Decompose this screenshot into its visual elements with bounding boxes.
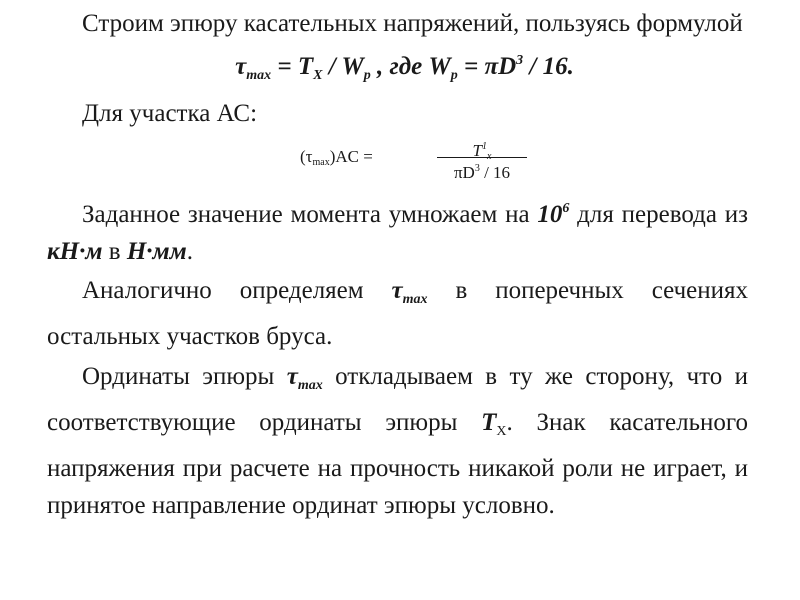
- formula-part: / W: [322, 53, 364, 80]
- intro-paragraph: [47, 0, 748, 42]
- tau-symbol: τ: [286, 363, 298, 390]
- paragraph-text: для перевода из: [569, 201, 749, 228]
- t-subscript: x: [487, 151, 492, 162]
- paragraph-text: Заданное значение момента умножаем на: [82, 201, 538, 228]
- similar-paragraph: [47, 272, 748, 355]
- formula-part: = T: [271, 53, 314, 80]
- formula-part: (τ: [300, 147, 313, 166]
- d-exponent: 3: [474, 163, 480, 174]
- formula-part: )AC =: [329, 147, 373, 166]
- main-formula: [47, 42, 748, 95]
- paragraph-text: откладываем в ту же сторону, что и соответствующие ординаты эпюры: [47, 363, 748, 436]
- formula-part: 10: [537, 201, 563, 228]
- torque-subscript: Х: [496, 424, 507, 439]
- t-superscript: 1: [482, 141, 487, 152]
- fraction-denominator: [433, 158, 531, 184]
- fraction-numerator: [433, 136, 531, 162]
- section-text: Для участка АС:: [82, 100, 258, 127]
- section-heading: [47, 95, 748, 132]
- formula-part: = πD: [457, 53, 517, 80]
- intro-text: Строим эпюру касательных напряжений, пользуясь формулой: [82, 10, 743, 37]
- d-exponent: 3: [516, 53, 524, 68]
- tau-symbol: τ: [235, 53, 247, 80]
- exponent: 6: [562, 201, 570, 216]
- tau-symbol: τ: [391, 277, 403, 304]
- formula-part: / 16.: [523, 53, 574, 80]
- tau-subscript: max: [402, 292, 428, 307]
- tau-subscript: max: [246, 68, 272, 83]
- paragraph-text: в: [102, 238, 127, 265]
- tau-max: [391, 277, 428, 307]
- tau-subscript: max: [297, 378, 323, 393]
- paragraph-text: .: [186, 238, 194, 265]
- formula-part: / 16: [479, 163, 511, 182]
- unit-kn-m: кН·м: [47, 238, 103, 265]
- moment-paragraph: [47, 190, 748, 270]
- paragraph-text: . Знак касательного напряжения при расчете на прочность никакой роли не играет, и принятое направление ординат эпюры условно.: [47, 409, 748, 519]
- ac-formula: [47, 136, 748, 182]
- ac-formula-fraction: [433, 136, 531, 184]
- t-subscript: X: [313, 68, 323, 83]
- paragraph-text: Ординаты эпюры: [82, 363, 287, 390]
- power-of-ten: [537, 201, 569, 228]
- paragraph-text: в поперечных сечениях остальных участков бруса.: [47, 277, 748, 350]
- formula-part: , где W: [370, 53, 451, 80]
- ordinates-paragraph: [47, 358, 748, 524]
- tau-subscript: max: [312, 157, 330, 168]
- paragraph-text: Аналогично определяем: [82, 277, 392, 304]
- tau-max: [286, 363, 323, 393]
- unit-n-mm: Н·мм: [126, 238, 187, 265]
- torque-symbol: Т: [481, 409, 497, 436]
- ac-formula-lhs: [300, 147, 373, 168]
- formula-part: πD: [453, 163, 475, 182]
- w-subscript: p: [363, 68, 371, 83]
- formula-part: T: [472, 141, 482, 160]
- w-subscript: p: [450, 68, 458, 83]
